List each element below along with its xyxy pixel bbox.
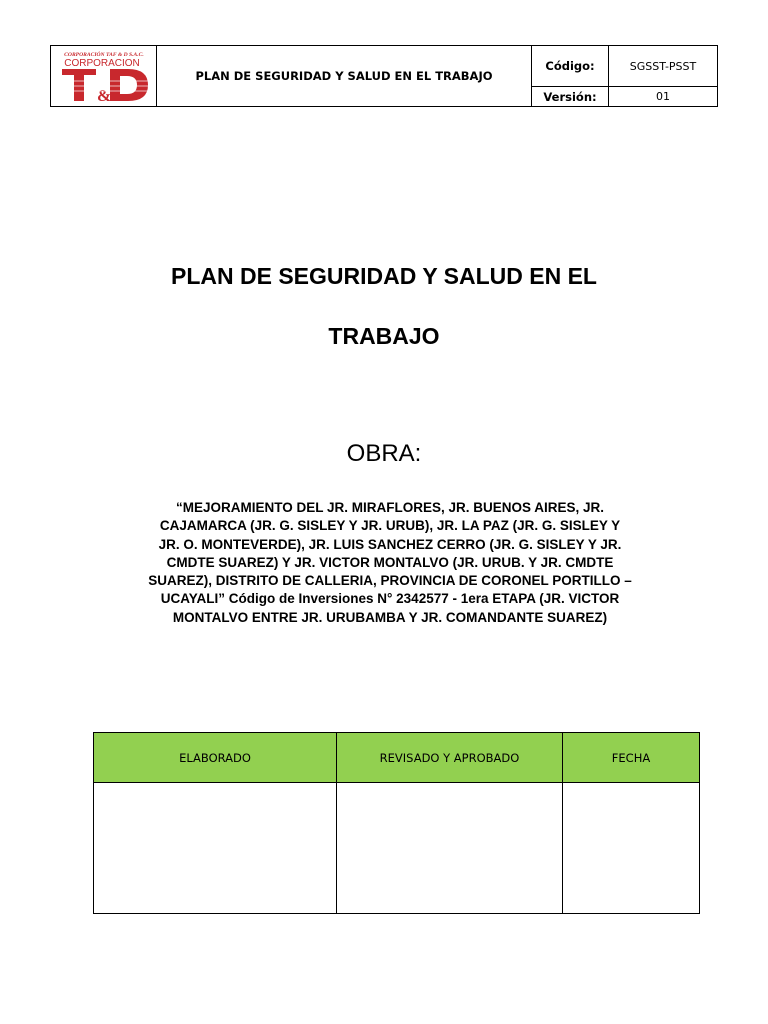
approval-table <box>93 732 700 914</box>
document-title-line-1: PLAN DE SEGURIDAD Y SALUD EN EL <box>171 263 597 289</box>
header-elaborado: ELABORADO <box>94 733 337 783</box>
document-title-line-2: TRABAJO <box>328 323 440 349</box>
cell-fecha <box>563 783 700 914</box>
logo-cell <box>51 46 157 107</box>
obra-label: OBRA: <box>346 440 422 467</box>
header-revisado-aprobado: REVISADO Y APROBADO <box>337 733 563 783</box>
version-label: Versión: <box>532 87 609 107</box>
svg-text:&: & <box>96 86 111 104</box>
cell-revisado-aprobado <box>337 783 563 914</box>
document-header <box>50 45 718 107</box>
project-description: “MEJORAMIENTO DEL JR. MIRAFLORES, JR. BUENOS AIRES, JR. CAJAMARCA (JR. G. SISLEY Y JR. URUB), JR. LA PAZ (JR. G. SISLEY Y JR. O. MONTEVERDE), JR. LUIS SANCHEZ CERRO (JR. G. SISLEY Y JR. CMDTE SUAREZ) Y JR. VICTOR MONTALVO (JR. URUB. Y JR. CMDTE SUAREZ), DISTRITO DE CALLERIA, PROVINCIA DE CORONEL PORTILLO – UCAYALI” Código de Inversiones N° 2342577 - 1era ETAPA (JR. VICTOR MONTALVO ENTRE JR. URUBAMBA Y JR. COMANDANTE SUAREZ) <box>148 500 632 625</box>
code-label: Código: <box>532 46 609 87</box>
version-value: 01 <box>609 87 718 107</box>
logo-monogram <box>62 69 148 104</box>
header-title: PLAN DE SEGURIDAD Y SALUD EN EL TRABAJO <box>157 46 532 107</box>
header-fecha: FECHA <box>563 733 700 783</box>
code-value: SGSST-PSST <box>609 46 718 87</box>
logo-brand-text: CORPORACION <box>63 58 140 69</box>
company-logo <box>54 48 154 104</box>
logo-top-text: CORPORACIÓN TAF & D S.A.C. <box>63 52 144 58</box>
cell-elaborado <box>94 783 337 914</box>
